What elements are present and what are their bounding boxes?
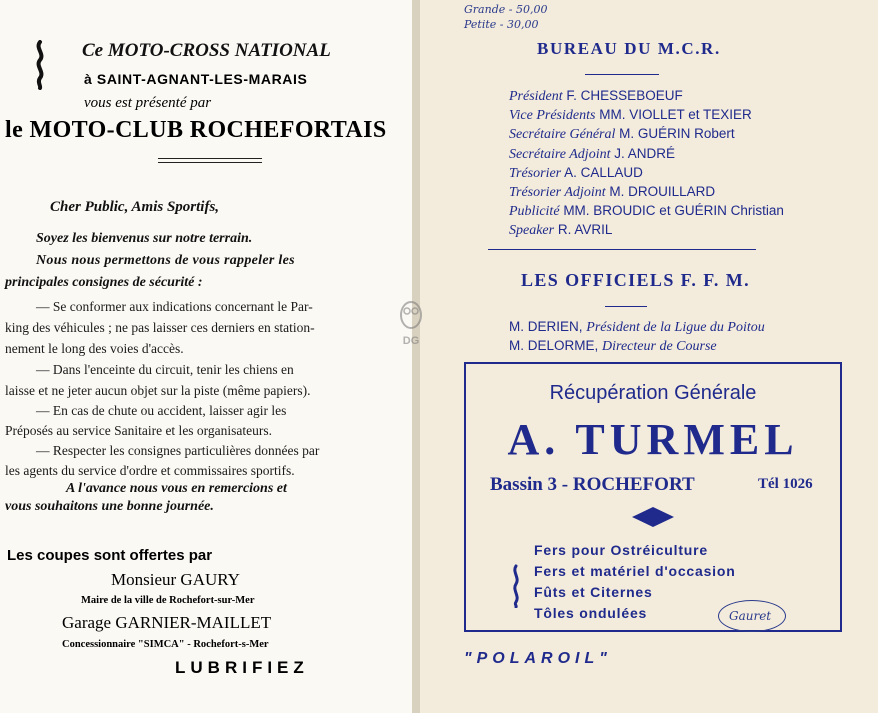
- official-role: Directeur de Course: [602, 339, 717, 354]
- bureau-row: [509, 165, 643, 182]
- cups-title: Les coupes sont offertes par: [7, 547, 213, 564]
- ad-item: Fers pour Ostréiculture: [534, 542, 708, 558]
- bureau-role: Trésorier: [509, 166, 562, 181]
- bureau-role: Président: [509, 89, 563, 104]
- ad-company-name: A. TURMEL: [507, 415, 799, 464]
- intro-line3: vous est présenté par: [84, 95, 212, 111]
- bureau-role: Publicité: [509, 204, 560, 219]
- bureau-name: MM. BROUDIC et GUÉRIN Christian: [563, 203, 784, 218]
- donor2-role: Concessionnaire "SIMCA" - Rochefort-s-Mer: [62, 639, 269, 650]
- rule-line: les agents du service d'ordre et commissaires sportifs.: [5, 463, 295, 478]
- bureau-role: Vice Présidents: [509, 108, 596, 123]
- bureau-name: M. DROUILLARD: [609, 184, 716, 199]
- bureau-row: [509, 146, 675, 163]
- ad-address: Bassin 3 - ROCHEFORT: [490, 474, 695, 495]
- closing-2: vous souhaitons une bonne journée.: [5, 499, 214, 514]
- rule-line: Préposés au service Sanitaire et les organisateurs.: [5, 423, 273, 438]
- left-footer: LUBRIFIEZ: [175, 658, 309, 677]
- club-name: le MOTO-CLUB ROCHEFORTAIS: [5, 117, 387, 143]
- bureau-row: [509, 203, 784, 220]
- intro-line2: à SAINT-AGNANT-LES-MARAIS: [84, 71, 308, 87]
- divider: [158, 162, 262, 163]
- right-page: [420, 0, 878, 713]
- library-stamp: [398, 300, 424, 346]
- ad-item: Fûts et Citernes: [534, 584, 653, 600]
- official-row: [509, 338, 717, 355]
- divider: [158, 158, 262, 159]
- intro-line1: Ce MOTO-CROSS NATIONAL: [82, 40, 331, 61]
- bureau-role: Speaker: [509, 223, 555, 238]
- bureau-name: J. ANDRÉ: [614, 146, 676, 161]
- official-name: M. DELORME,: [509, 338, 599, 353]
- divider: [488, 249, 756, 250]
- donor1-role: Maire de la ville de Rochefort-sur-Mer: [81, 595, 255, 606]
- official-row: [509, 319, 765, 336]
- ad-item: Tôles ondulées: [534, 605, 648, 621]
- official-name: M. DERIEN,: [509, 319, 583, 334]
- left-page: [0, 0, 412, 713]
- bureau-name: A. CALLAUD: [564, 165, 643, 180]
- ad-signature: Gauret: [729, 609, 772, 623]
- page-gutter: [412, 0, 420, 713]
- bureau-name: R. AVRIL: [557, 222, 613, 237]
- rule-line: — Se conformer aux indications concernant le Par-: [36, 299, 313, 314]
- bureau-name: MM. VIOLLET et TEXIER: [599, 107, 752, 122]
- donor1-name: Monsieur GAURY: [111, 570, 240, 589]
- greeting: Cher Public, Amis Sportifs,: [50, 199, 220, 215]
- bureau-name: M. GUÉRIN Robert: [619, 126, 735, 141]
- bureau-row: [509, 222, 612, 239]
- brace-ornament: [510, 564, 522, 608]
- diamond-icon: [631, 506, 675, 528]
- ad-line1: Récupération Générale: [549, 382, 757, 404]
- bureau-row: [509, 88, 683, 105]
- donor2-name: Garage GARNIER-MAILLET: [62, 613, 272, 632]
- bureau-role: Trésorier Adjoint: [509, 185, 606, 200]
- bureau-title: BUREAU DU M.C.R.: [537, 39, 721, 58]
- bureau-row: [509, 184, 715, 201]
- safety-intro-2: principales consignes de sécurité :: [5, 275, 203, 290]
- official-role: Président de la Ligue du Poitou: [586, 320, 765, 335]
- rule-line: laisse et ne jeter aucun objet sur la piste (même papiers).: [5, 383, 311, 398]
- ad-box: [464, 362, 842, 632]
- ad-item: Fers et matériel d'occasion: [534, 563, 736, 579]
- divider: [605, 306, 647, 307]
- rule-line: — Respecter les consignes particulières données par: [36, 443, 320, 458]
- ad-tel: Tél 1026: [758, 476, 813, 492]
- right-footer: "POLAROIL": [464, 650, 612, 667]
- divider: [585, 74, 659, 75]
- closing-1: A l'avance nous vous en remercions et: [66, 481, 287, 496]
- safety-intro-1: Nous nous permettons de vous rappeler les: [36, 253, 295, 268]
- bureau-role: Secrétaire Général: [509, 127, 616, 142]
- bureau-row: [509, 126, 735, 143]
- bureau-row: [509, 107, 752, 124]
- stamp-text: DG: [402, 335, 420, 347]
- handwritten-price-1: Grande - 50,00: [464, 3, 548, 16]
- officials-title: LES OFFICIELS F. F. M.: [521, 270, 751, 290]
- bureau-role: Secrétaire Adjoint: [509, 147, 611, 162]
- rule-line: nement le long des voies d'accès.: [5, 341, 184, 356]
- owl-stamp-icon: [398, 300, 424, 330]
- handwritten-price-2: Petite - 30,00: [464, 18, 539, 31]
- brace-ornament: [33, 40, 47, 90]
- rule-line: king des véhicules ; ne pas laisser ces derniers en station-: [5, 320, 315, 335]
- welcome-text: Soyez les bienvenus sur notre terrain.: [36, 231, 253, 246]
- bureau-name: F. CHESSEBOEUF: [566, 88, 683, 103]
- rule-line: — En cas de chute ou accident, laisser agir les: [36, 403, 287, 418]
- rule-line: — Dans l'enceinte du circuit, tenir les chiens en: [36, 362, 294, 377]
